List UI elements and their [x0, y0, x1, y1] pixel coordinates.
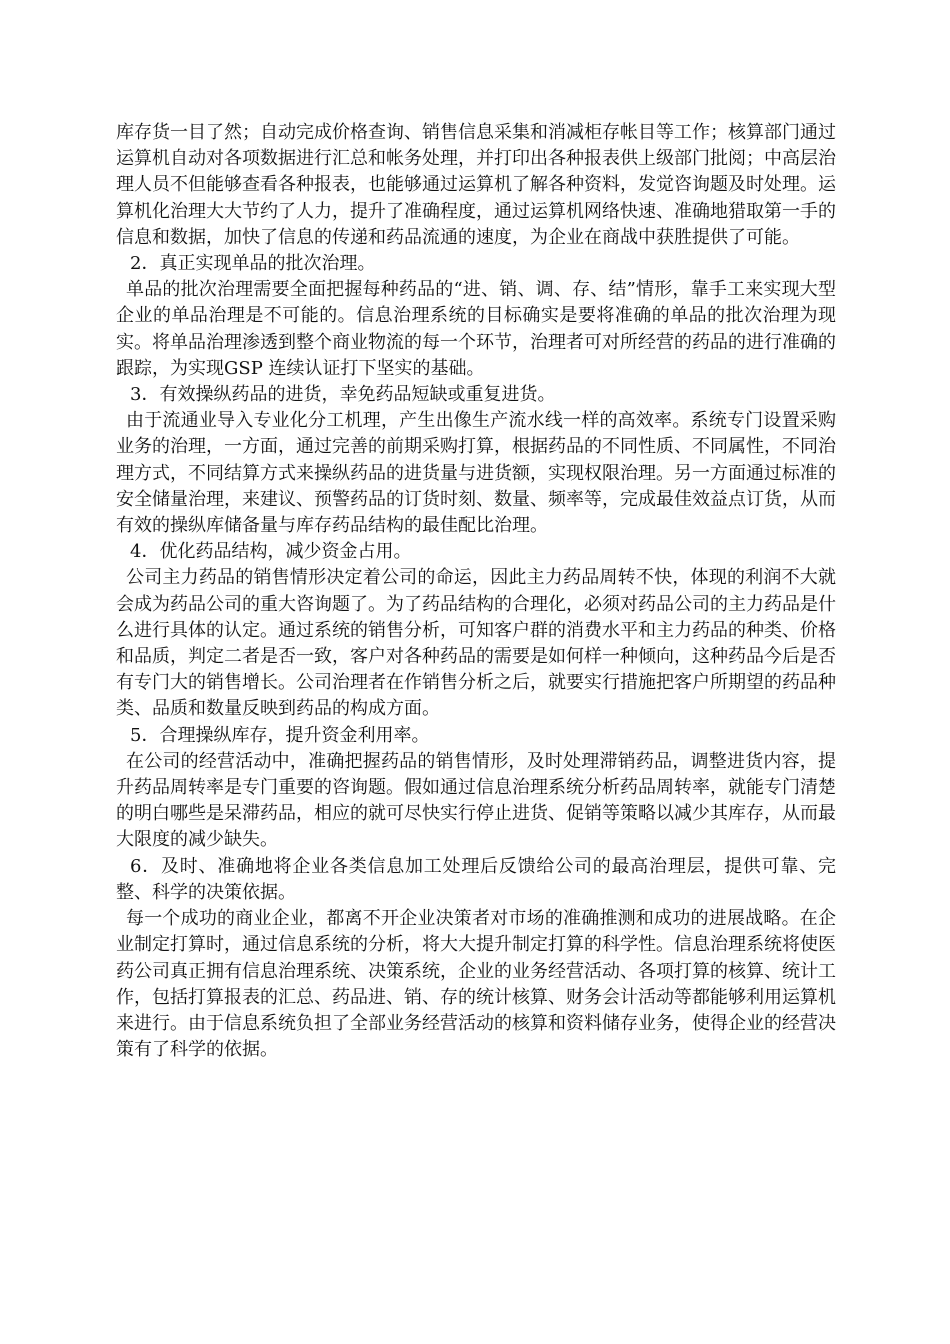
section-heading-4: 4．优化药品结构，减少资金占用。 [130, 541, 412, 563]
section-heading-5: 5．合理操纵库存，提升资金利用率。 [130, 724, 430, 746]
section-heading-2: 2．真正实现单品的批次治理。 [130, 253, 376, 275]
paragraph-inventory-control: 在公司的经营活动中，准确把握药品的销售情形，及时处理滞销药品，调整进货内容，提升药品周转率是专门重要的咨询题。假如通过信息治理系统分析药品周转率，就能专门清楚的明白哪些是呆滞药品，相应的就可尽快实行停止进货、促销等策略以减少其库存，从而最大限度的减少缺失。 [116, 750, 836, 851]
document-body [116, 120, 836, 1063]
section-heading-3: 3．有效操纵药品的进货，幸免药品短缺或重复进货。 [130, 384, 556, 406]
paragraph-decision-support: 每一个成功的商业企业，都离不开企业决策者对市场的准确推测和成功的进展战略。在企业制定打算时，通过信息系统的分析，将大大提升制定打算的科学性。信息治理系统将使医药公司真正拥有信息治理系统、决策系统，企业的业务经营活动、各项打算的核算、统计工作，包括打算报表的汇总、药品进、销、存的统计核算、财务会计活动等都能够利用运算机来进行。由于信息系统负担了全部业务经营活动的核算和资料储存业务，使得企业的经营决策有了科学的依据。 [116, 908, 836, 1061]
paragraph-batch-management: 单品的批次治理需要全面把握每种药品的“进、销、调、存、结”情形，靠手工来实现大型企业的单品治理是不可能的。信息治理系统的目标确实是要将准确的单品的批次治理为现实。将单品治理渗透到整个商业物流的每一个环节，治理者可对所经营的药品的进行准确的跟踪，为实现GSP 连续认证打下坚实的基础。 [116, 279, 836, 379]
paragraph-continuation: 库存货一目了然；自动完成价格查询、销售信息采集和消减柜存帐目等工作；核算部门通过运算机自动对各项数据进行汇总和帐务处理，并打印出各种报表供上级部门批阅；中高层治理人员不但能够查看各种报表，也能够通过运算机了解各种资料，发觉咨询题及时处理。运算机化治理大大节约了人力，提升了准确程度，通过运算机网络快速、准确地猎取第一手的信息和数据，加快了信息的传递和药品流通的速度，为企业在商战中获胜提供了可能。 [116, 122, 836, 248]
paragraph-purchase-control: 由于流通业导入专业化分工机理，产生出像生产流水线一样的高效率。系统专门设置采购业务的治理，一方面，通过完善的前期采购打算，根据药品的不同性质、不同属性，不同治理方式，不同结算方式来操纵药品的进货量与进货额，实现权限治理。另一方面通过标准的安全储量治理，来建议、预警药品的订货时刻、数量、频率等，完成最佳效益点订货，从而有效的操纵库储备量与库存药品结构的最佳配比治理。 [116, 410, 836, 537]
paragraph-product-structure: 公司主力药品的销售情形决定着公司的命运，因此主力药品周转不快，体现的利润不大就会成为药品公司的重大咨询题了。为了药品结构的合理化，必须对药品公司的主力药品是什么进行具体的认定。通过系统的销售分析，可知客户群的消费水平和主力药品的种类、价格和品质，判定二者是否一致，客户对各种药品的需要是如何样一种倾向，这种药品今后是否有专门大的销售增长。公司治理者在作销售分析之后，就要实行措施把客户所期望的药品种类、品质和数量反映到药品的构成方面。 [116, 567, 836, 720]
section-heading-6: 6．及时、准确地将企业各类信息加工处理后反馈给公司的最高治理层，提供可靠、完整、科学的决策依据。 [116, 855, 836, 903]
